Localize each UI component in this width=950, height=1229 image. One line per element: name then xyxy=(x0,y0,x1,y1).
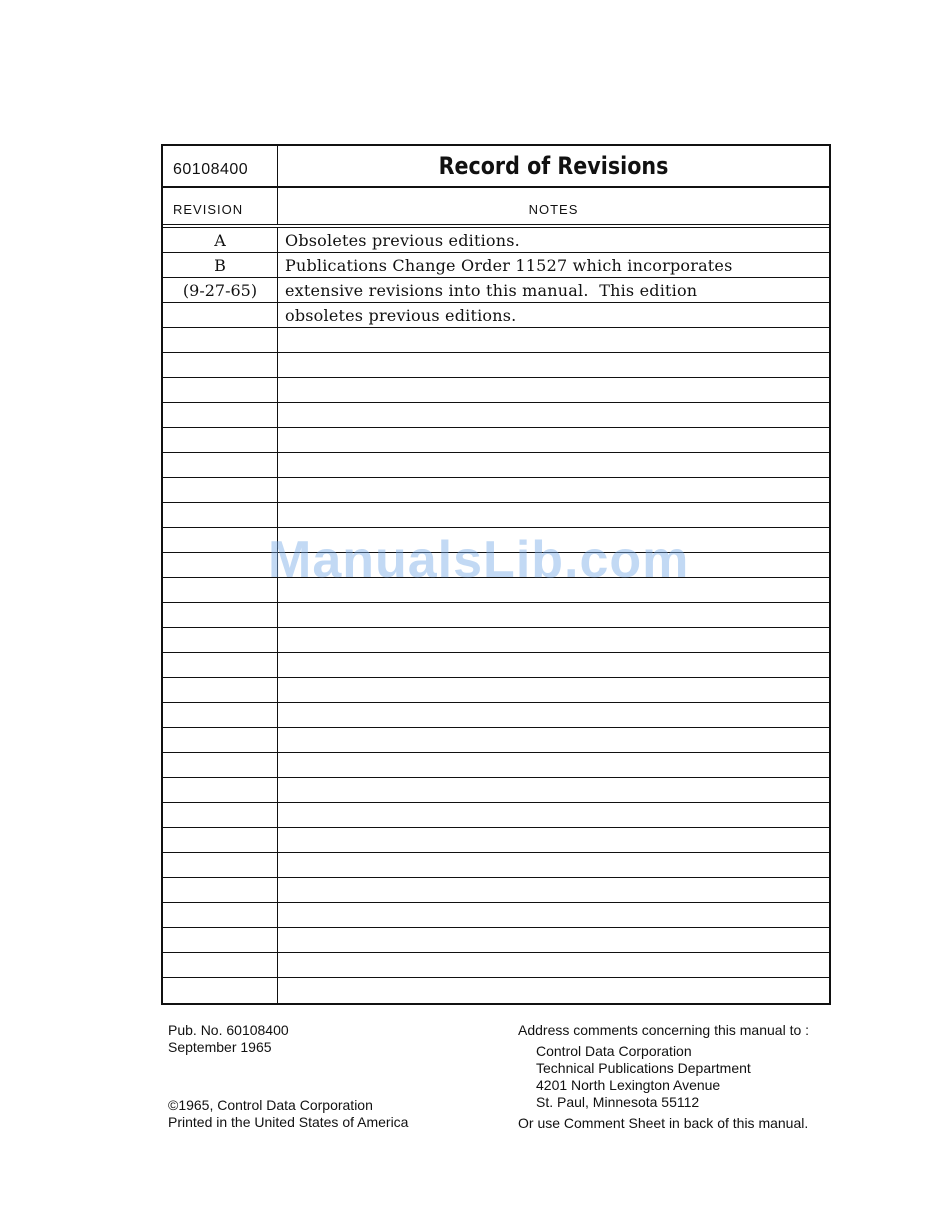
notes-cell xyxy=(278,628,829,653)
pub-date-line: September 1965 xyxy=(168,1039,272,1055)
table-row xyxy=(163,428,829,453)
table-row xyxy=(163,928,829,953)
table-row xyxy=(163,903,829,928)
copyright-line: ©1965, Control Data Corporation xyxy=(168,1097,373,1113)
notes-cell: extensive revisions into this manual. This edition xyxy=(285,281,698,300)
table-row xyxy=(163,853,829,878)
address-line: 4201 North Lexington Avenue xyxy=(536,1077,721,1093)
revision-cell xyxy=(163,728,278,753)
notes-cell xyxy=(278,478,829,503)
revision-cell xyxy=(163,403,278,428)
revision-cell xyxy=(163,478,278,503)
notes-cell: Publications Change Order 11527 which incorporates xyxy=(285,256,733,275)
table-row xyxy=(163,603,829,628)
revision-cell xyxy=(163,578,278,603)
notes-cell xyxy=(278,603,829,628)
notes-cell xyxy=(278,903,829,928)
revision-cell xyxy=(163,878,278,903)
revision-cell xyxy=(163,953,278,978)
notes-cell xyxy=(278,703,829,728)
table-row xyxy=(163,303,829,328)
column-header-revision: REVISION xyxy=(163,188,278,224)
revision-cell xyxy=(163,928,278,953)
notes-cell xyxy=(278,753,829,778)
revision-cell xyxy=(163,853,278,878)
notes-cell: obsoletes previous editions. xyxy=(285,306,517,325)
revision-cell xyxy=(163,528,278,553)
notes-cell xyxy=(278,928,829,953)
revision-cell xyxy=(163,753,278,778)
notes-cell xyxy=(278,678,829,703)
table-row xyxy=(163,678,829,703)
table-row xyxy=(163,278,829,303)
pub-number-line: Pub. No. 60108400 xyxy=(168,1022,289,1038)
table-row xyxy=(163,878,829,903)
notes-cell xyxy=(278,828,829,853)
address-lines xyxy=(518,1043,809,1111)
pub-number: 60108400 xyxy=(163,146,278,186)
revision-cell xyxy=(163,453,278,478)
table-row xyxy=(163,453,829,478)
address-line: St. Paul, Minnesota 55112 xyxy=(536,1094,700,1110)
revision-cell xyxy=(163,828,278,853)
revision-cell xyxy=(163,703,278,728)
table-row xyxy=(163,328,829,353)
watermark-logo: ManualsLib.com xyxy=(268,531,690,589)
table-row xyxy=(163,653,829,678)
table-row xyxy=(163,978,829,1003)
revision-cell xyxy=(163,778,278,803)
revision-cell: B xyxy=(163,253,278,278)
table-title-row xyxy=(163,146,829,188)
spacer xyxy=(168,1056,408,1097)
notes-cell xyxy=(278,428,829,453)
notes-cell xyxy=(278,653,829,678)
table-row xyxy=(163,753,829,778)
printed-line: Printed in the United States of America xyxy=(168,1114,409,1130)
table-row xyxy=(163,478,829,503)
table-row xyxy=(163,953,829,978)
revision-cell xyxy=(163,803,278,828)
publication-info xyxy=(168,1022,408,1131)
revision-cell xyxy=(163,903,278,928)
notes-cell: Obsoletes previous editions. xyxy=(285,231,520,250)
table-row xyxy=(163,803,829,828)
revision-cell xyxy=(163,328,278,353)
table-row xyxy=(163,253,829,278)
notes-cell xyxy=(278,778,829,803)
revision-cell: A xyxy=(163,228,278,253)
notes-cell xyxy=(278,953,829,978)
notes-cell xyxy=(278,328,829,353)
comment-sheet-note: Or use Comment Sheet in back of this manual. xyxy=(518,1115,809,1131)
notes-cell xyxy=(278,503,829,528)
comment-address-block xyxy=(518,1022,809,1132)
revision-cell xyxy=(163,678,278,703)
revision-cell xyxy=(163,303,278,328)
table-row xyxy=(163,503,829,528)
revision-cell xyxy=(163,553,278,578)
page-title: Record of Revisions xyxy=(438,152,669,180)
table-row xyxy=(163,378,829,403)
revision-cell xyxy=(163,628,278,653)
revision-cell xyxy=(163,978,278,1003)
table-row xyxy=(163,403,829,428)
column-header-notes: NOTES xyxy=(528,202,579,217)
notes-cell xyxy=(278,803,829,828)
table-row xyxy=(163,228,829,253)
notes-cell xyxy=(278,403,829,428)
notes-cell xyxy=(278,878,829,903)
revision-cell xyxy=(163,378,278,403)
notes-cell xyxy=(278,378,829,403)
table-row xyxy=(163,728,829,753)
notes-cell xyxy=(278,728,829,753)
address-line: Control Data Corporation xyxy=(536,1043,692,1059)
notes-cell xyxy=(278,353,829,378)
table-row xyxy=(163,778,829,803)
revision-cell xyxy=(163,503,278,528)
table-row xyxy=(163,828,829,853)
table-row xyxy=(163,628,829,653)
table-row xyxy=(163,353,829,378)
table-header-row xyxy=(163,188,829,228)
table-row xyxy=(163,703,829,728)
revision-cell xyxy=(163,653,278,678)
revision-cell xyxy=(163,353,278,378)
notes-cell xyxy=(278,853,829,878)
revision-cell xyxy=(163,428,278,453)
table-body xyxy=(163,228,829,1003)
address-intro: Address comments concerning this manual to : xyxy=(518,1022,810,1038)
revision-cell: (9-27-65) xyxy=(163,278,278,303)
revision-cell xyxy=(163,603,278,628)
notes-cell xyxy=(278,978,829,1003)
address-line: Technical Publications Department xyxy=(536,1060,751,1076)
notes-cell xyxy=(278,453,829,478)
